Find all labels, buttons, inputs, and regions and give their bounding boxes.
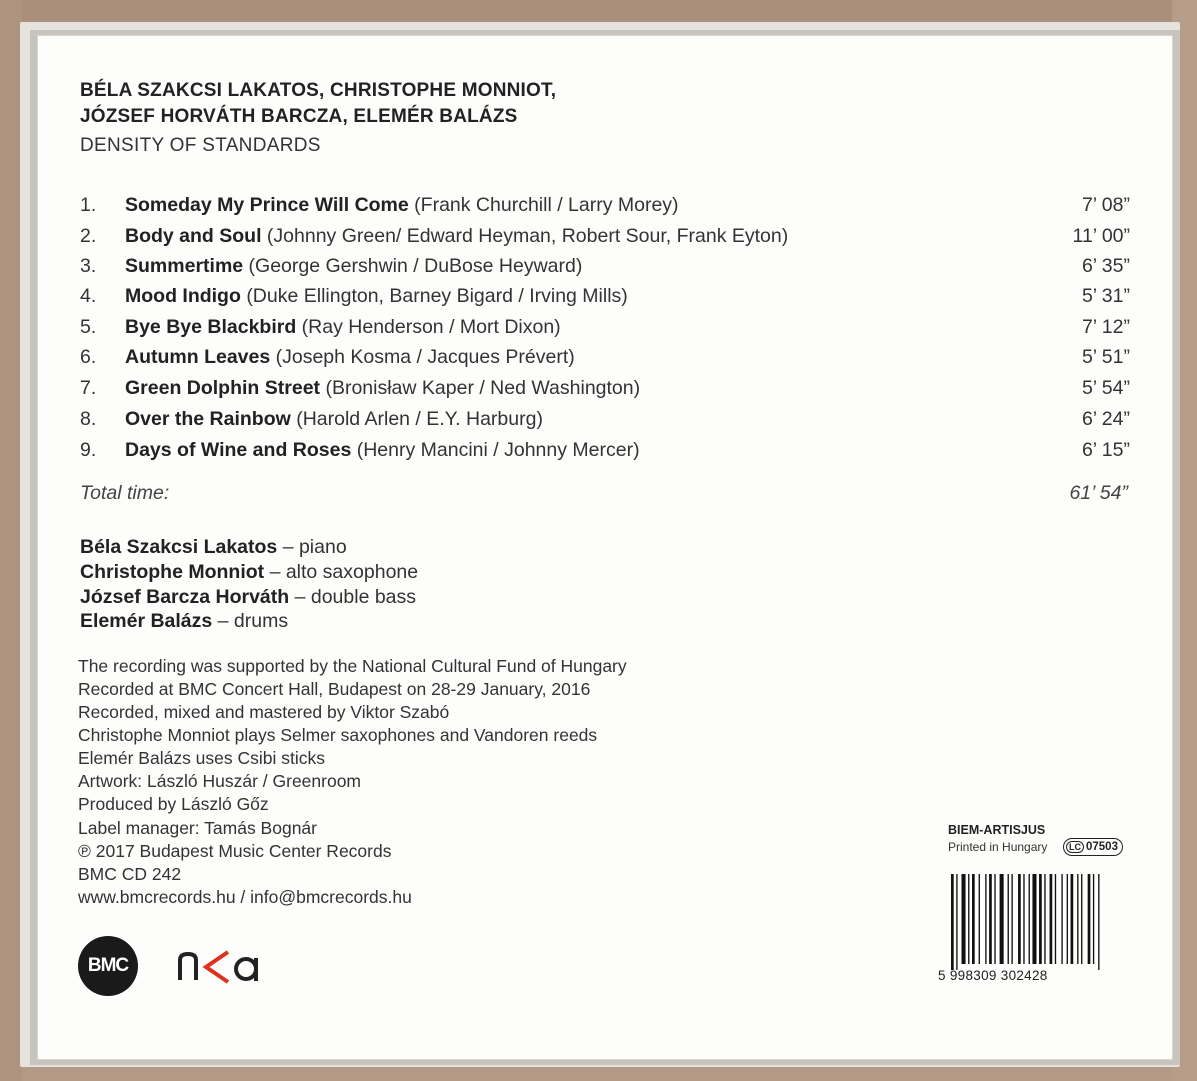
- track-row: [80, 253, 1130, 279]
- track-composers: (Joseph Kosma / Jacques Prévert): [275, 346, 575, 368]
- credit-line: www.bmcrecords.hu / info@bmcrecords.hu: [78, 887, 412, 907]
- barcode-bar: [1029, 874, 1030, 964]
- track-title: Someday My Prince Will Come: [125, 194, 409, 216]
- credit-line: ℗ 2017 Budapest Music Center Records: [78, 841, 392, 861]
- track-composers: (Frank Churchill / Larry Morey): [414, 194, 679, 216]
- track-duration: 5’ 51”: [1081, 346, 1130, 368]
- credit-line: Recorded, mixed and mastered by Viktor Szabó: [78, 702, 450, 722]
- track-row: [80, 314, 1130, 340]
- barcode-bar: [1008, 874, 1009, 964]
- nka-logo: [176, 944, 262, 989]
- track-composers: (Johnny Green/ Edward Heyman, Robert Sour, Frank Eyton): [266, 225, 789, 247]
- track-duration: 6’ 15”: [1081, 439, 1130, 461]
- barcode-bar: [1011, 874, 1012, 964]
- track-title: Autumn Leaves: [125, 346, 271, 368]
- credit-line: Produced by László Gőz: [78, 794, 269, 814]
- barcode-bar: [1039, 874, 1042, 964]
- musician-role: – alto saxophone: [269, 561, 419, 583]
- barcode-bar: [1044, 874, 1045, 964]
- barcode-bar: [979, 874, 980, 964]
- track-number: 6.: [80, 346, 97, 368]
- total-time-value: 61’ 54”: [1069, 482, 1128, 504]
- track-number: 8.: [80, 408, 97, 430]
- barcode-bar: [1061, 874, 1062, 964]
- barcode-bar: [1088, 874, 1091, 964]
- track-duration: 7’ 12”: [1081, 316, 1130, 338]
- track-duration: 5’ 54”: [1081, 377, 1130, 399]
- musician: [80, 585, 416, 609]
- barcode-bar: [956, 874, 957, 970]
- credit-line: Artwork: László Huszár / Greenroom: [78, 771, 362, 791]
- track-composers: (Duke Ellington, Barney Bigard / Irving Mills): [246, 285, 628, 307]
- track-row: [80, 223, 1130, 249]
- barcode-bar: [1077, 874, 1078, 964]
- musician-name: Christophe Monniot: [80, 561, 265, 583]
- track-row: [80, 375, 1130, 401]
- barcode-bar: [1055, 874, 1056, 964]
- musician: [80, 535, 347, 559]
- track-row: [80, 344, 1130, 370]
- barcode-bar: [1067, 874, 1068, 964]
- bmc-logo: BMC: [78, 936, 138, 996]
- lc-number: 07503: [1086, 841, 1118, 853]
- musician-name: József Barcza Horváth: [80, 586, 290, 608]
- barcode-bar: [968, 874, 969, 964]
- track-duration: 6’ 35”: [1081, 255, 1130, 277]
- credit-line: Label manager: Tamás Bognár: [78, 818, 317, 838]
- track-number: 7.: [80, 377, 97, 399]
- credit-line: Recorded at BMC Concert Hall, Budapest on 28-29 January, 2016: [78, 679, 591, 699]
- track-row: [80, 437, 1130, 463]
- musician: [80, 609, 288, 633]
- credit-line: BMC CD 242: [78, 864, 182, 884]
- track-title: Green Dolphin Street: [125, 377, 321, 399]
- track-title: Bye Bye Blackbird: [125, 316, 297, 338]
- artists-heading: [80, 78, 556, 130]
- label-code: [1063, 838, 1123, 856]
- printed-in: Printed in Hungary: [948, 840, 1048, 854]
- barcode-bar: [1071, 874, 1074, 964]
- musician-name: Béla Szakcsi Lakatos: [80, 536, 278, 558]
- total-time: [80, 482, 1128, 505]
- artists-line-1: BÉLA SZAKCSI LAKATOS, CHRISTOPHE MONNIOT,: [80, 80, 557, 101]
- track-row: [80, 192, 1130, 218]
- biem-artisjus: BIEM-ARTISJUS: [948, 823, 1046, 837]
- barcode-number: 5 998309 302428: [938, 968, 1048, 983]
- track-duration: 11’ 00”: [1072, 225, 1130, 247]
- lc-prefix: LC: [1066, 841, 1084, 853]
- track-title: Mood Indigo: [125, 285, 241, 307]
- barcode-bar: [1050, 874, 1053, 964]
- track-composers: (Harold Arlen / E.Y. Harburg): [296, 408, 543, 430]
- track-title: Summertime: [125, 255, 244, 277]
- track-composers: (George Gershwin / DuBose Heyward): [248, 255, 583, 277]
- track-duration: 7’ 08”: [1081, 194, 1130, 216]
- barcode-bar: [1000, 874, 1004, 964]
- barcode-bar: [1032, 874, 1036, 964]
- barcode-bar: [951, 874, 954, 970]
- credit-line: Elemér Balázs uses Csibi sticks: [78, 748, 326, 768]
- track-title: Over the Rainbow: [125, 408, 291, 430]
- barcode-bar: [994, 874, 995, 964]
- barcode-bar: [1023, 874, 1024, 964]
- musician-name: Elemér Balázs: [80, 610, 213, 632]
- barcode-bar: [985, 874, 986, 964]
- track-composers: (Bronisław Kaper / Ned Washington): [325, 377, 641, 399]
- track-number: 3.: [80, 255, 97, 277]
- artists-line-2: JÓZSEF HORVÁTH BARCZA, ELEMÉR BALÁZS: [80, 106, 518, 127]
- track-composers: (Henry Mancini / Johnny Mercer): [356, 439, 640, 461]
- musician: [80, 560, 418, 584]
- barcode-bar: [972, 874, 975, 964]
- barcode-bar: [1093, 874, 1094, 964]
- track-row: [80, 283, 1130, 309]
- track-number: 2.: [80, 225, 97, 247]
- background-left: [0, 0, 22, 1081]
- track-duration: 6’ 24”: [1081, 408, 1130, 430]
- barcode-bar: [1081, 874, 1082, 964]
- track-row: [80, 406, 1130, 432]
- track-composers: (Ray Henderson / Mort Dixon): [301, 316, 561, 338]
- track-number: 4.: [80, 285, 97, 307]
- total-time-label: Total time:: [80, 482, 170, 504]
- track-number: 1.: [80, 194, 97, 216]
- credit-line: Christophe Monniot plays Selmer saxophones and Vandoren reeds: [78, 725, 598, 745]
- album-title: DENSITY OF STANDARDS: [80, 135, 321, 156]
- credit-line: The recording was supported by the National Cultural Fund of Hungary: [78, 656, 627, 676]
- track-title: Body and Soul: [125, 225, 262, 247]
- track-title: Days of Wine and Roses: [125, 439, 352, 461]
- track-duration: 5’ 31”: [1081, 285, 1130, 307]
- barcode-bar: [1098, 874, 1099, 970]
- musician-role: – piano: [282, 536, 347, 558]
- barcode-bar: [962, 874, 966, 964]
- track-number: 5.: [80, 316, 97, 338]
- track-number: 9.: [80, 439, 97, 461]
- musician-role: – drums: [217, 610, 289, 632]
- barcode-bar: [1018, 874, 1021, 964]
- musician-role: – double bass: [294, 586, 417, 608]
- barcode-bar: [989, 874, 992, 964]
